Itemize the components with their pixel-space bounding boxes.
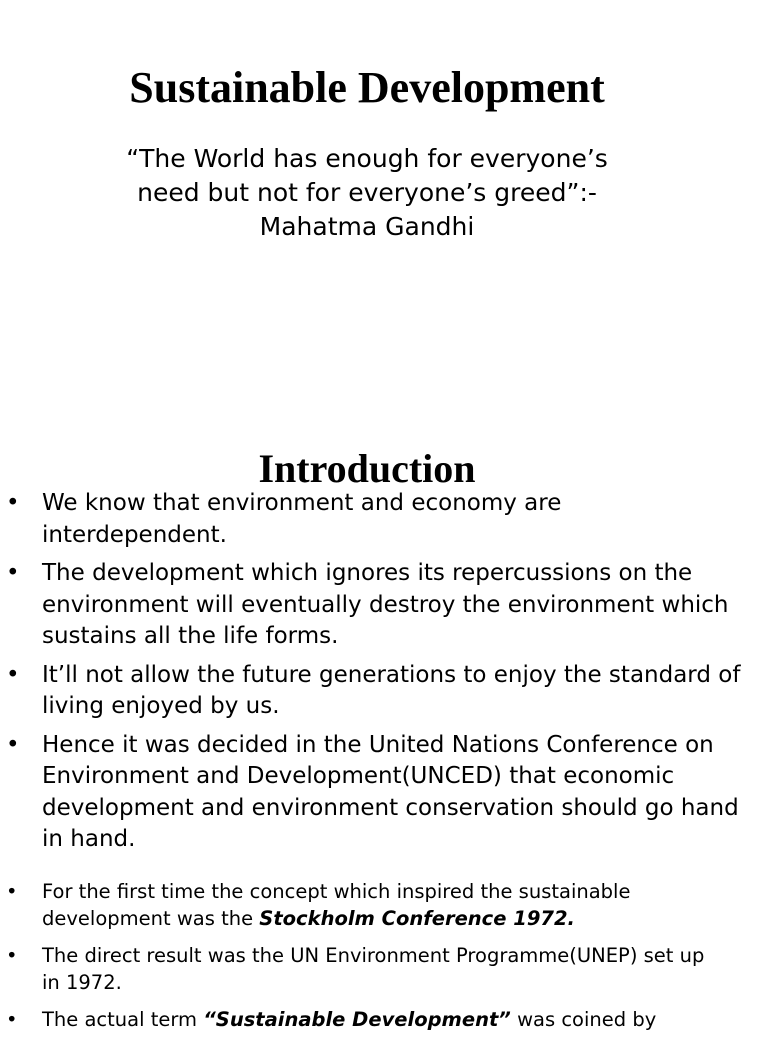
- introduction-heading: Introduction: [258, 446, 476, 491]
- bullet-text-line: For the first time the concept which inspired the sustainable: [42, 880, 631, 903]
- bullet-text-line: The development which ignores its repercussions on the: [42, 560, 693, 586]
- quote-line: need but not for everyone’s greed”:-: [137, 178, 597, 207]
- bullet-item: [0, 878, 768, 932]
- bullet-text-line: [42, 905, 758, 932]
- bullet-text-line: The direct result was the UN Environment Programme(UNEP) set up: [42, 944, 705, 967]
- quote-attribution: Mahatma Gandhi: [259, 212, 475, 241]
- bullet-item: [0, 558, 768, 653]
- bullet-text-line: It’ll not allow the future generations to enjoy the standard of: [42, 661, 741, 688]
- bullet-icon: •: [6, 661, 20, 688]
- gandhi-quote: [0, 142, 734, 244]
- bullet-text-line: sustains all the life forms.: [42, 623, 339, 649]
- bullet-text-line: We know that environment and economy are: [42, 490, 562, 516]
- bullet-text-line: environment will eventually destroy the environment which: [42, 591, 729, 618]
- history-bullet-list: [0, 878, 768, 1043]
- title-slide: [0, 0, 768, 430]
- bullet-icon: •: [6, 880, 18, 903]
- bullet-text-line: Hence it was decided in the United Nations Conference on: [42, 731, 714, 758]
- bullet-item: [0, 730, 768, 856]
- bullet-item: [0, 942, 768, 996]
- bullet-icon: •: [6, 560, 20, 586]
- bullet-text-line: Environment and Development(UNCED) that economic: [42, 763, 675, 789]
- bullet-text-line: [42, 1006, 758, 1033]
- slide-title: Sustainable Development: [129, 63, 605, 112]
- bullet-icon: •: [6, 944, 18, 967]
- bullet-text: was coined by: [510, 1008, 657, 1031]
- bullet-icon: •: [6, 1008, 18, 1031]
- bullet-text-line: in 1972.: [42, 971, 122, 994]
- bullet-text-line: development and environment conservation should go hand: [42, 794, 739, 821]
- introduction-bullet-list: [0, 488, 768, 863]
- bullet-text-line: in hand.: [42, 826, 136, 852]
- bullet-icon: •: [6, 731, 20, 758]
- bullet-text: development was the: [42, 907, 260, 930]
- bullet-item: [0, 660, 768, 723]
- bullet-item: [0, 1006, 768, 1033]
- bullet-item: [0, 488, 768, 551]
- bullet-text: The actual term: [42, 1008, 204, 1031]
- bullet-icon: •: [6, 490, 20, 516]
- emphasized-text: Stockholm Conference 1972.: [259, 907, 575, 930]
- bullet-text-line: interdependent.: [42, 521, 227, 548]
- quote-line: “The World has enough for everyone’s: [126, 144, 608, 173]
- bullet-text-line: living enjoyed by us.: [42, 693, 280, 719]
- emphasized-text: “Sustainable Development”: [203, 1008, 511, 1031]
